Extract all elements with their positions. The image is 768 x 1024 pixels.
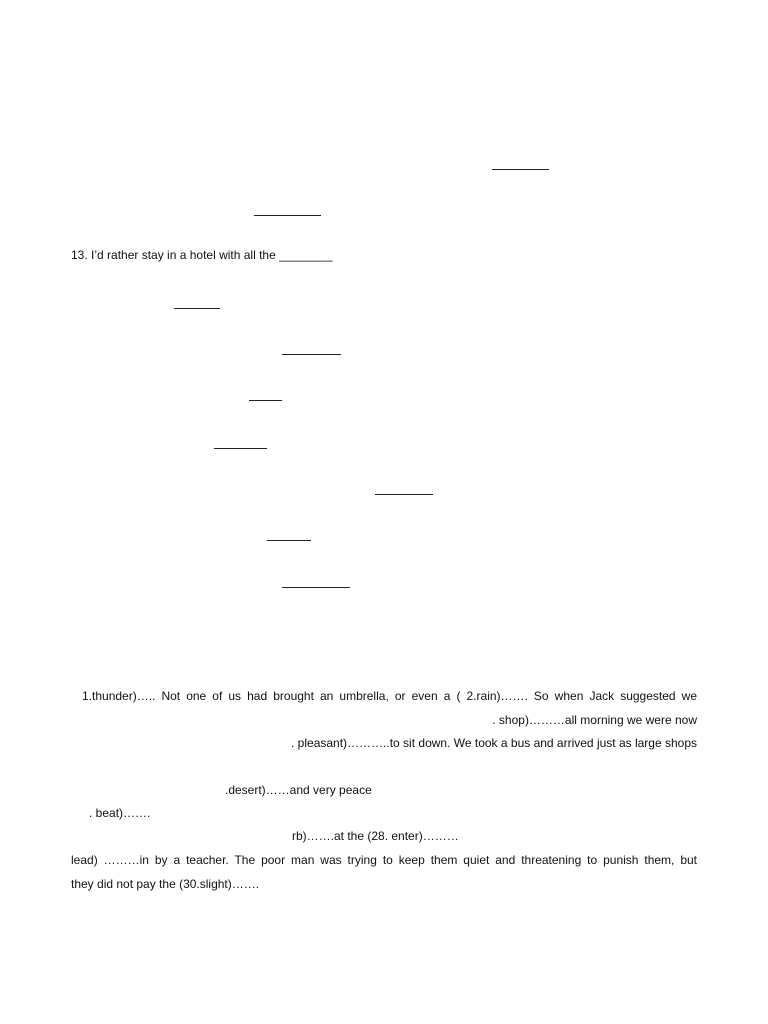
passage-line-7: lead) ………in by a teacher. The poor man was trying to keep them quiet and threatening to punish them, but: [71, 853, 697, 867]
passage-line-2: . shop)………all morning we were now: [492, 713, 697, 727]
answer-blank-5: [249, 400, 282, 401]
passage-line-8: they did not pay the (30.slight)…….: [71, 877, 260, 891]
passage-line-1: 1.thunder)….. Not one of us had brought an umbrella, or even a ( 2.rain)……. So when Jack suggested we: [82, 689, 697, 703]
passage-line-6: rb)…….at the (28. enter)………: [292, 829, 459, 843]
answer-blank-8: [267, 540, 311, 541]
answer-blank-9: [282, 587, 350, 588]
question-13: 13. I’d rather stay in a hotel with all the ________: [71, 248, 333, 262]
passage-line-5: . beat)…….: [89, 806, 151, 820]
answer-blank-4: [282, 354, 341, 355]
answer-blank-7: [375, 494, 433, 495]
answer-blank-3: [174, 308, 220, 309]
answer-blank-6: [214, 448, 267, 449]
passage-line-3: . pleasant)………..to sit down. We took a bus and arrived just as large shops: [291, 736, 697, 750]
passage-line-4: .desert)……and very peace: [225, 783, 372, 797]
answer-blank-1: [492, 169, 549, 170]
answer-blank-2: [254, 215, 321, 216]
